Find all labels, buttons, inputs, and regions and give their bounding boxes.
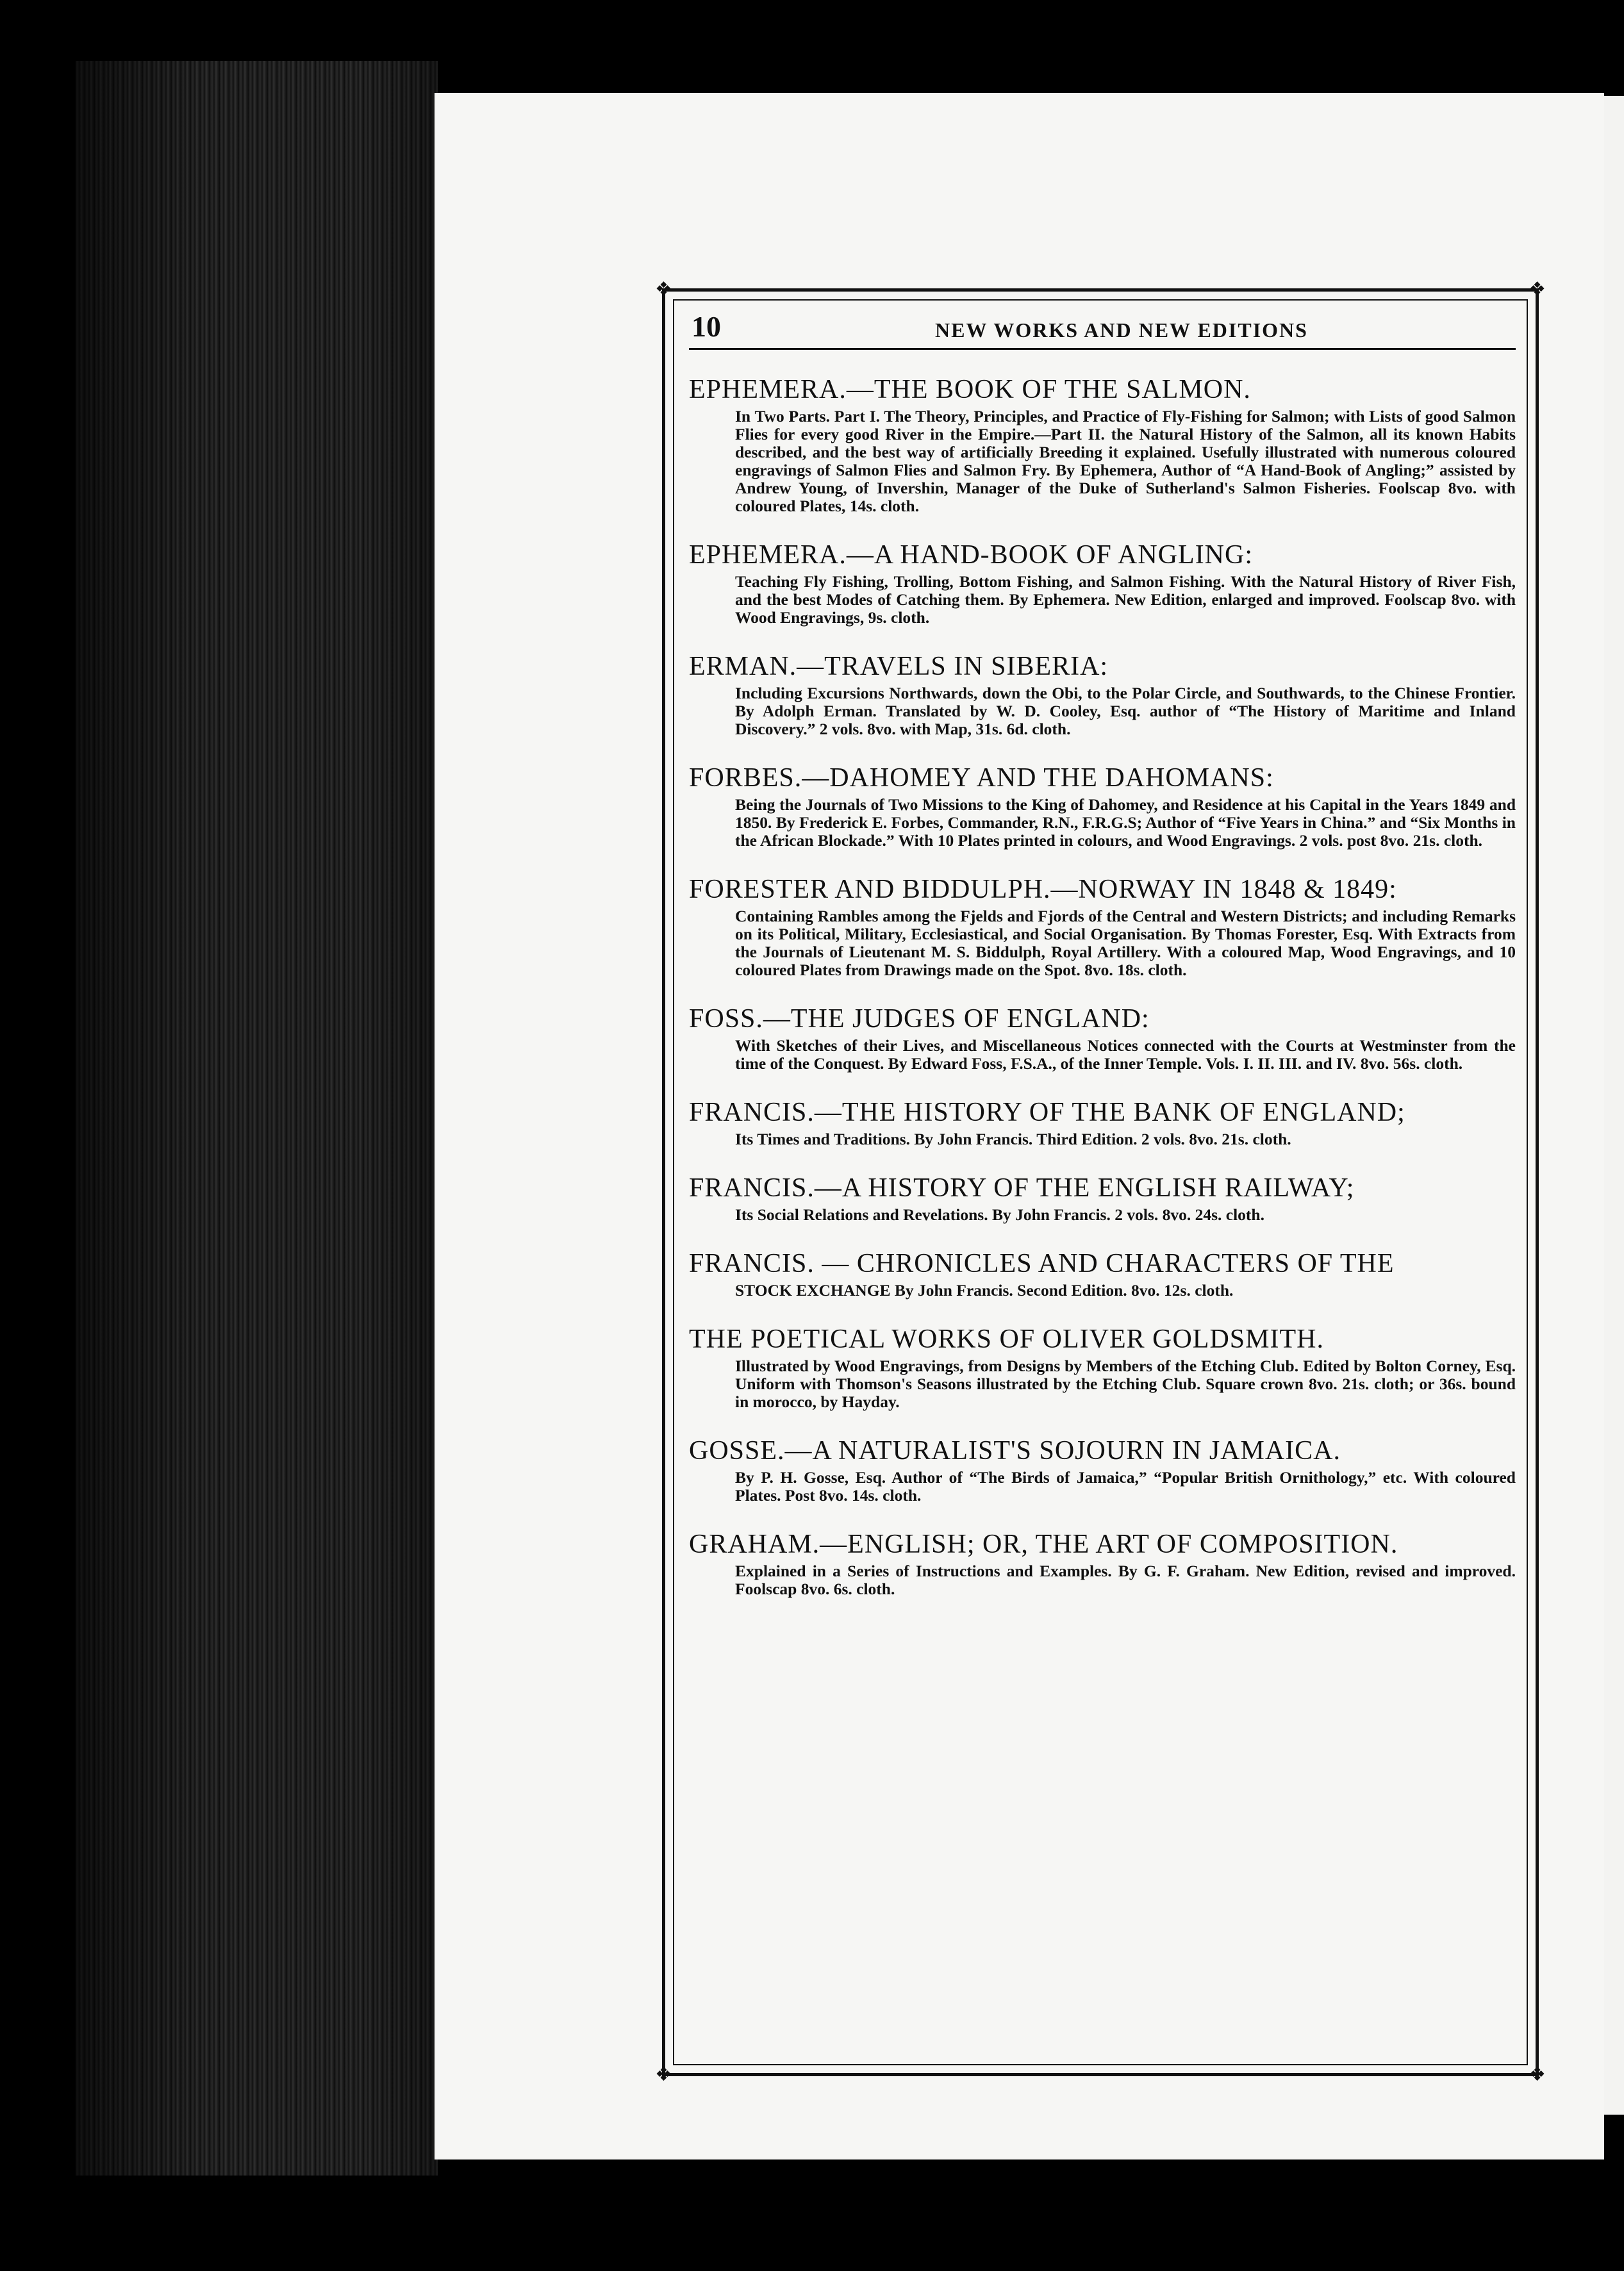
page-number: 10 [692, 310, 721, 343]
entry-description: Explained in a Series of Instructions and Examples. By G. F. Graham. New Edition, revised and improved. Foolscap 8vo. 6s. cloth. [735, 1562, 1516, 1598]
entry-title: EPHEMERA.—THE BOOK OF THE SALMON. [689, 375, 1251, 404]
entry-description: Teaching Fly Fishing, Trolling, Bottom Fishing, and Salmon Fishing. With the Natural History of River Fish, and the best Modes of Catching them. By Ephemera. New Edition, enlarged and improved. Foolscap 8vo. with Wood Engravings, 9s. cloth. [735, 572, 1516, 627]
entry-title: GOSSE.—A NATURALIST'S SOJOURN IN JAMAICA. [689, 1436, 1341, 1466]
entry-description: Its Times and Traditions. By John Francis. Third Edition. 2 vols. 8vo. 21s. cloth. [735, 1130, 1291, 1148]
corner-ornament-icon: ❖ [655, 2063, 672, 2086]
entry-description: STOCK EXCHANGE By John Francis. Second Edition. 8vo. 12s. cloth. [735, 1281, 1234, 1300]
page-header [689, 310, 1516, 350]
list-item [689, 874, 1516, 979]
list-item [689, 651, 1516, 738]
list-item [689, 540, 1516, 627]
entry-description: By P. H. Gosse, Esq. Author of “The Birds of Jamaica,” “Popular British Ornithology,” etc. With coloured Plates. Post 8vo. 14s. cloth. [735, 1468, 1516, 1505]
entry-title: FORBES.—DAHOMEY AND THE DAHOMANS: [689, 763, 1274, 793]
corner-ornament-icon: ❖ [655, 278, 672, 301]
entry-title: FORESTER AND BIDDULPH.—NORWAY IN 1848 & 1849: [689, 875, 1397, 904]
entry-description: Its Social Relations and Revelations. By John Francis. 2 vols. 8vo. 24s. cloth. [735, 1205, 1264, 1224]
entry-title: FRANCIS. — CHRONICLES AND CHARACTERS OF THE [689, 1249, 1395, 1278]
running-head: NEW WORKS AND NEW EDITIONS [935, 318, 1308, 342]
next-page-edge [1604, 96, 1624, 2115]
entry-title: THE POETICAL WORKS OF OLIVER GOLDSMITH. [689, 1325, 1324, 1354]
list-item [689, 1097, 1516, 1148]
entry-description: Being the Journals of Two Missions to the King of Dahomey, and Residence at his Capital in the Years 1849 and 1850. By Frederick E. Forbes, Commander, R.N., F.R.G.S; Author of “Five Years in China.” and “Six Months in the African Blockade.” With 10 Plates printed in colours, and Wood Engravings. 2 vols. post 8vo. 21s. cloth. [735, 795, 1516, 850]
list-item [689, 1173, 1516, 1224]
corner-ornament-icon: ❖ [1529, 2063, 1546, 2086]
entry-title: ERMAN.—TRAVELS IN SIBERIA: [689, 652, 1109, 681]
entry-title: GRAHAM.—ENGLISH; OR, THE ART OF COMPOSITION. [689, 1530, 1398, 1559]
book-edge-shadow [76, 61, 438, 2176]
entry-description: Illustrated by Wood Engravings, from Designs by Members of the Etching Club. Edited by Bolton Corney, Esq. Uniform with Thomson's Seasons illustrated by the Etching Club. Square crown 8vo. 21s. cloth; or 36s. bound in morocco, by Hayday. [735, 1357, 1516, 1411]
entry-title: FRANCIS.—THE HISTORY OF THE BANK OF ENGLAND; [689, 1098, 1405, 1127]
page-content [689, 310, 1516, 1598]
entry-description: With Sketches of their Lives, and Miscellaneous Notices connected with the Courts at Westminster from the time of the Conquest. By Edward Foss, F.S.A., of the Inner Temple. Vols. I. II. III. and IV. 8vo. 56s. cloth. [735, 1036, 1516, 1073]
list-item [689, 1435, 1516, 1505]
list-item [689, 1248, 1516, 1300]
entry-description: Containing Rambles among the Fjelds and Fjords of the Central and Western Districts; and including Remarks on its Political, Military, Ecclesiastical, and Social Organisation. By Thomas Forester, Esq. With Extracts from the Journals of Lieutenant M. S. Biddulph, Royal Artillery. With a coloured Map, Wood Engravings, and 10 coloured Plates from Drawings made on the Spot. 8vo. 18s. cloth. [735, 907, 1516, 979]
page-border-frame [655, 278, 1546, 2086]
list-item [689, 1324, 1516, 1411]
corner-ornament-icon: ❖ [1529, 278, 1546, 301]
list-item [689, 763, 1516, 850]
entry-description: In Two Parts. Part I. The Theory, Principles, and Practice of Fly-Fishing for Salmon; with Lists of good Salmon Flies for every good River in the Empire.—Part II. the Natural History of the Salmon, all its known Habits described, and the best way of artificially Breeding it explained. Usefully illustrated with numerous coloured engravings of Salmon Flies and Salmon Fry. By Ephemera, Author of “A Hand-Book of Angling;” assisted by Andrew Young, of Invershin, Manager of the Duke of Sutherland's Salmon Fisheries. Foolscap 8vo. with coloured Plates, 14s. cloth. [735, 407, 1516, 515]
entry-title: FOSS.—THE JUDGES OF ENGLAND: [689, 1004, 1150, 1034]
entry-title: FRANCIS.—A HISTORY OF THE ENGLISH RAILWAY; [689, 1173, 1355, 1203]
entry-description: Including Excursions Northwards, down the Obi, to the Polar Circle, and Southwards, to the Chinese Frontier. By Adolph Erman. Translated by W. D. Cooley, Esq. author of “The History of Maritime and Inland Discovery.” 2 vols. 8vo. with Map, 31s. 6d. cloth. [735, 684, 1516, 738]
list-item [689, 1529, 1516, 1598]
entry-title: EPHEMERA.—A HAND-BOOK OF ANGLING: [689, 540, 1254, 570]
list-item [689, 1003, 1516, 1073]
list-item [689, 374, 1516, 515]
